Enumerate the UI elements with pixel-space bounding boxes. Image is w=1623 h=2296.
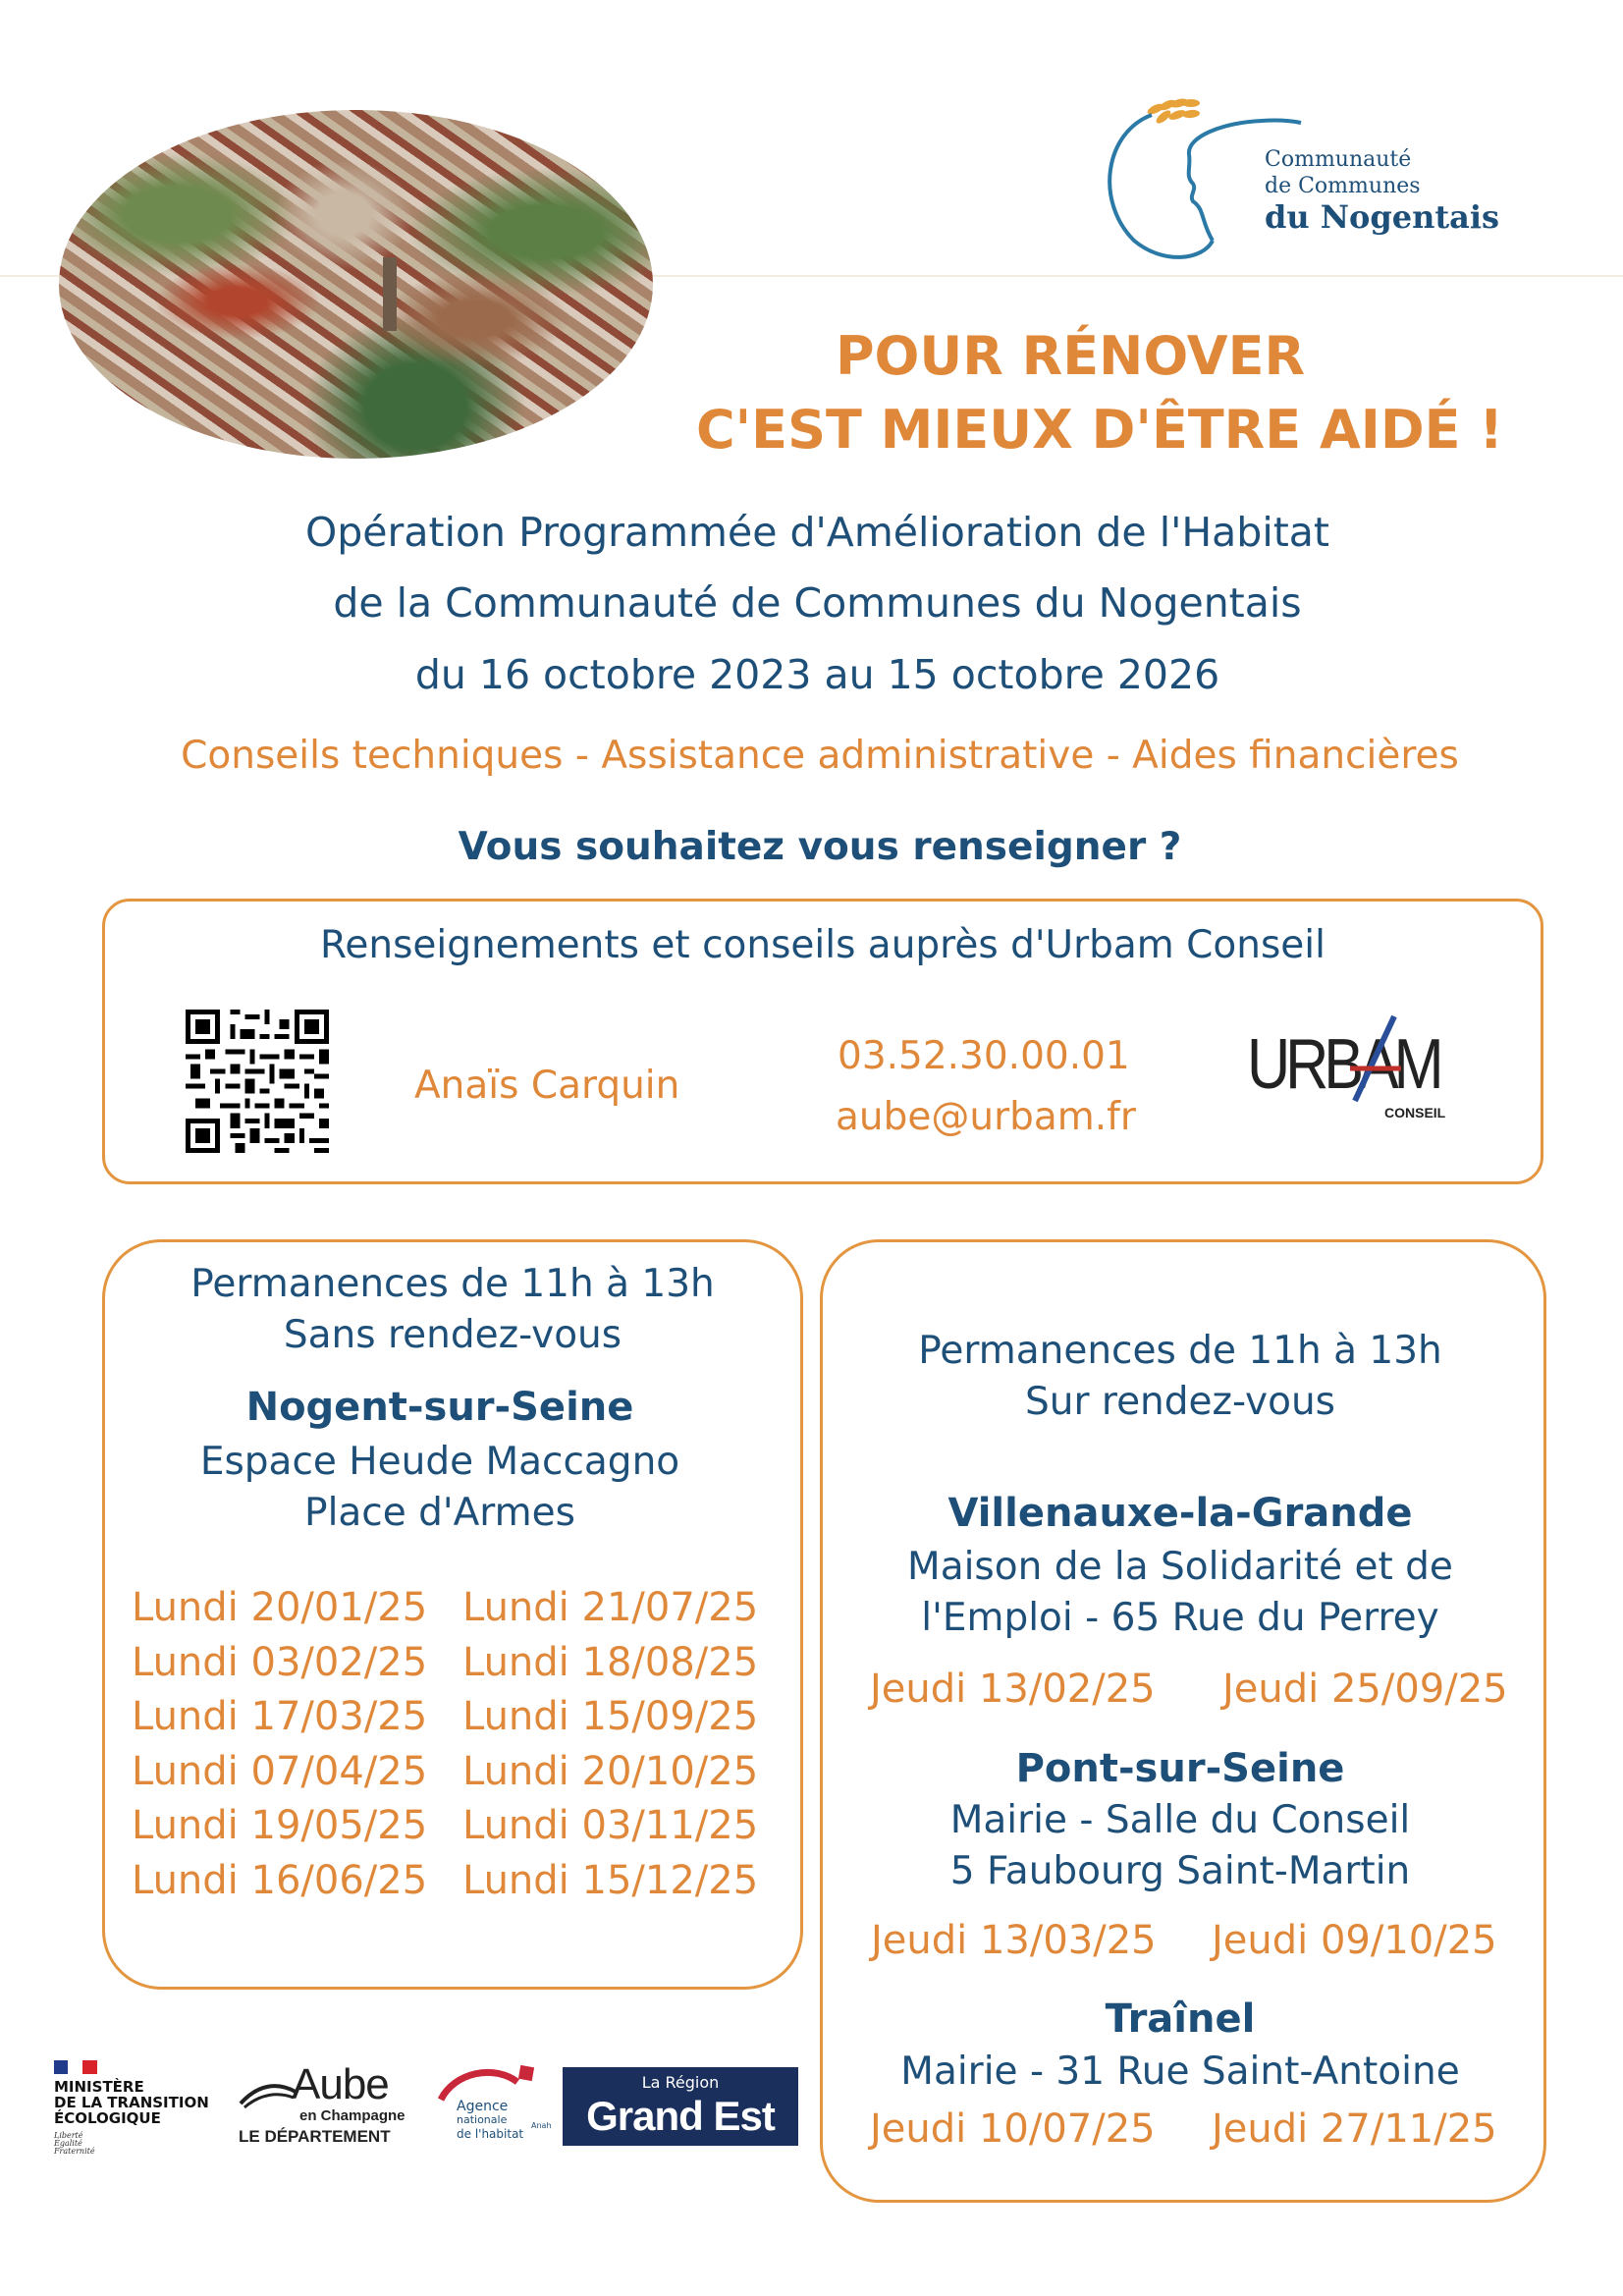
date-item: Lundi 19/05/25 bbox=[132, 1803, 428, 1848]
right-city-trainel: Traînel bbox=[1105, 1996, 1256, 2042]
date-item: Lundi 18/08/25 bbox=[462, 1639, 759, 1685]
date-item: Lundi 03/11/25 bbox=[462, 1803, 759, 1848]
region-small: La Région bbox=[641, 2073, 720, 2092]
date-item: Lundi 20/10/25 bbox=[462, 1748, 759, 1794]
left-place-line1: Espace Heude Maccagno bbox=[199, 1440, 680, 1484]
date-item: Lundi 16/06/25 bbox=[132, 1857, 428, 1903]
partner-logos bbox=[54, 2043, 830, 2156]
aube-sub: en Champagne bbox=[299, 2107, 406, 2124]
right-address-pont-2: 5 Faubourg Saint-Martin bbox=[949, 1849, 1411, 1893]
question-heading: Vous souhaitez vous renseigner ? bbox=[458, 825, 1182, 869]
left-city: Nogent-sur-Seine bbox=[245, 1385, 634, 1430]
region-big: Grand Est bbox=[586, 2093, 775, 2139]
ministere-text bbox=[54, 2079, 250, 2126]
date-item: Lundi 20/01/25 bbox=[132, 1585, 428, 1630]
right-date-pont-2: Jeudi 09/10/25 bbox=[1212, 1918, 1497, 1963]
urbam-logo bbox=[1247, 1014, 1473, 1122]
aube-swoosh-icon bbox=[239, 2080, 298, 2109]
date-item: Lundi 17/03/25 bbox=[132, 1694, 428, 1739]
right-date-trainel-2: Jeudi 27/11/25 bbox=[1212, 2106, 1497, 2152]
right-city-villenauxe: Villenauxe-la-Grande bbox=[947, 1491, 1413, 1536]
french-flag-icon bbox=[54, 2060, 97, 2074]
left-hours: Permanences de 11h à 13h bbox=[190, 1262, 715, 1306]
urbam-logo-mark-icon bbox=[1340, 1014, 1409, 1103]
right-date-villenauxe-1: Jeudi 13/02/25 bbox=[870, 1667, 1156, 1712]
urbam-logo-text: URBAM bbox=[1247, 1025, 1439, 1104]
anah-line2: nationale bbox=[457, 2113, 508, 2126]
ministere-line3: ÉCOLOGIQUE bbox=[54, 2109, 161, 2127]
motto-egalite: Égalité bbox=[54, 2139, 82, 2148]
region-grand-est-logo bbox=[563, 2067, 798, 2146]
ministere-line2: DE LA TRANSITION bbox=[54, 2094, 209, 2111]
left-place-line2: Place d'Armes bbox=[304, 1491, 575, 1535]
left-panel-nogent bbox=[102, 1239, 803, 1990]
contact-name: Anaïs Carquin bbox=[414, 1064, 680, 1108]
ministere-line1: MINISTÈRE bbox=[54, 2078, 144, 2096]
main-title-line1: POUR RÉNOVER bbox=[835, 325, 1306, 387]
contact-email[interactable]: aube@urbam.fr bbox=[836, 1095, 1136, 1139]
right-date-trainel-1: Jeudi 10/07/25 bbox=[870, 2106, 1156, 2152]
motto-liberte: Liberté bbox=[54, 2131, 83, 2140]
left-dates-col1 bbox=[132, 1581, 427, 1908]
logo-line-communaute: Communauté bbox=[1265, 147, 1412, 172]
qr-code-icon[interactable] bbox=[186, 1010, 329, 1153]
date-item: Lundi 15/09/25 bbox=[462, 1694, 759, 1739]
logo-line-de-communes: de Communes bbox=[1265, 174, 1421, 198]
right-date-villenauxe-2: Jeudi 25/09/25 bbox=[1222, 1667, 1508, 1712]
left-dates-col2 bbox=[462, 1581, 758, 1908]
right-address-trainel: Mairie - 31 Rue Saint-Antoine bbox=[900, 2050, 1460, 2094]
date-item: Lundi 07/04/25 bbox=[132, 1748, 428, 1794]
anah-line3: de l'habitat bbox=[457, 2127, 524, 2141]
aube-departement-logo bbox=[239, 2060, 464, 2154]
date-item: Lundi 15/12/25 bbox=[462, 1857, 759, 1903]
aube-name: Aube bbox=[292, 2060, 389, 2108]
left-mode: Sans rendez-vous bbox=[283, 1313, 622, 1357]
date-item: Lundi 03/02/25 bbox=[132, 1639, 428, 1685]
right-address-villenauxe-1: Maison de la Solidarité et de bbox=[907, 1545, 1453, 1589]
ministere-motto bbox=[54, 2132, 133, 2156]
main-title-line2: C'EST MIEUX D'ÊTRE AIDÉ ! bbox=[696, 399, 1503, 461]
operation-line1: Opération Programmée d'Amélioration de l'Habitat bbox=[305, 509, 1329, 556]
operation-dates: du 16 octobre 2023 au 15 octobre 2026 bbox=[414, 651, 1220, 698]
contact-box bbox=[102, 899, 1543, 1184]
right-panel-rdv bbox=[820, 1239, 1546, 2203]
services-line: Conseils techniques - Assistance administrative - Aides financières bbox=[181, 734, 1459, 778]
date-item: Lundi 21/07/25 bbox=[462, 1585, 759, 1630]
right-mode: Sur rendez-vous bbox=[1024, 1380, 1336, 1424]
contact-title: Renseignements et conseils auprès d'Urbam Conseil bbox=[320, 923, 1325, 967]
right-city-pont: Pont-sur-Seine bbox=[1015, 1746, 1345, 1791]
motto-fraternite: Fraternité bbox=[54, 2147, 95, 2156]
right-date-pont-1: Jeudi 13/03/25 bbox=[871, 1918, 1157, 1963]
right-address-pont-1: Mairie - Salle du Conseil bbox=[949, 1798, 1411, 1842]
right-hours: Permanences de 11h à 13h bbox=[918, 1329, 1442, 1373]
contact-phone[interactable]: 03.52.30.00.01 bbox=[838, 1034, 1130, 1078]
church-tower-shape bbox=[383, 257, 397, 331]
logo-line-du-nogentais: du Nogentais bbox=[1265, 198, 1500, 236]
operation-line2: de la Communauté de Communes du Nogentais bbox=[333, 579, 1302, 627]
urbam-logo-sub: CONSEIL bbox=[1384, 1105, 1446, 1121]
anah-arc-icon bbox=[435, 2064, 543, 2104]
right-address-villenauxe-2: l'Emploi - 65 Rue du Perrey bbox=[921, 1596, 1439, 1640]
aube-dept: LE DÉPARTEMENT bbox=[239, 2127, 391, 2146]
anah-text bbox=[457, 2100, 523, 2141]
anah-line1: Agence bbox=[457, 2099, 509, 2114]
anah-mark: Anah bbox=[531, 2121, 552, 2130]
